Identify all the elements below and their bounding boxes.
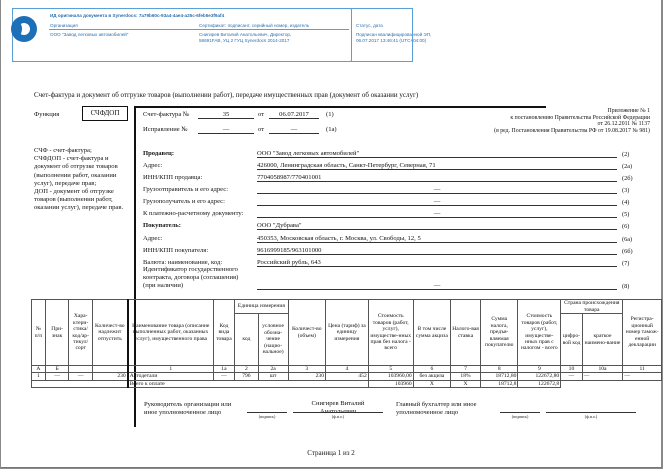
head-label [144, 401, 231, 417]
items-table [31, 299, 662, 388]
appendix-line: к постановлению Правительства Российской Федерации [510, 114, 650, 121]
contract-label-line: Идентификатор государственного [143, 266, 238, 273]
legend-line: ДОП - документ об отгрузке [34, 188, 114, 196]
legend-line: товаров (выполнении работ, [34, 196, 113, 204]
signature-stamp [12, 8, 432, 62]
invoice-number-label: Счет-фактура № [143, 111, 190, 118]
th-rate: Налого-вая ставка [451, 300, 481, 366]
th-qty-release: Количест-во надлежит отпустить [92, 300, 127, 366]
field-value: — [257, 198, 617, 206]
contract-ref: (8) [622, 283, 630, 290]
th-kind-code: Код вида товара [213, 300, 234, 366]
th-sign: При-знак [45, 300, 69, 366]
contract-label-line: (при наличии) [143, 282, 184, 290]
accountant-fio-caption: (ф.и.о.) [584, 414, 598, 419]
stamp-org-header: Организация [50, 23, 78, 28]
head-signature-line [247, 412, 287, 413]
head-signature-caption: (подпись) [258, 414, 276, 419]
cell-rate: 18% [451, 373, 481, 380]
page-counter: Страница 1 из 2 [307, 449, 355, 457]
total-row [32, 380, 662, 387]
th-country-name: краткое наимено-вание [582, 314, 623, 366]
field-ref: (6) [622, 223, 630, 230]
accountant-signature-line [500, 412, 540, 413]
th-num: № п/п [32, 300, 46, 366]
field-label: Валюта: наименование, код: [143, 259, 223, 266]
section-border-top [134, 106, 546, 108]
column-number: 10 [561, 366, 582, 373]
field-label: Грузополучатель и его адрес: [143, 198, 225, 205]
legend-line: документ об отгрузке товаров [34, 163, 118, 171]
field-label: Адрес: [143, 162, 163, 169]
stamp-cert-header: Сертификат: подписант, серийный номер, издатель [199, 23, 310, 28]
cell-excise: без акциза [413, 373, 450, 380]
legend-line: услуг), передаче прав; [34, 179, 97, 187]
th-country-code: цифро-вой код [561, 314, 582, 366]
cell-name: Автодетали [128, 373, 214, 380]
correction-label: Исправление № [143, 126, 188, 133]
field-label: Покупатель: [143, 222, 181, 229]
accountant-fio-line [546, 412, 636, 413]
cell-country-code: — [561, 373, 582, 380]
cell-sign: — [45, 373, 69, 380]
column-number: 3 [288, 366, 325, 373]
column-number: 9 [518, 366, 561, 373]
field-ref: (2а) [622, 163, 633, 170]
column-number [92, 366, 127, 373]
cell-tax: 18712,80 [481, 373, 518, 380]
field-label: Грузоотправитель и его адрес: [143, 186, 229, 193]
column-number: Б [45, 366, 69, 373]
function-value: СЧФДОП [82, 106, 128, 121]
correction-ref: (1а) [326, 126, 337, 133]
accountant-signature-caption: (подпись) [511, 414, 529, 419]
stamp-org-value: ООО "Завод легковых автомобилей" [50, 32, 129, 37]
appendix-line: (в ред. Постановления Правительства РФ от 19.08.2017 № 981) [494, 127, 650, 134]
legend-line: СЧФ - счет-фактура; [34, 147, 92, 154]
th-cost-with-tax: Стоимость товаров (работ, услуг), имуществе-нных прав с налогом - всего [518, 300, 561, 366]
field-label: Продавец: [143, 150, 175, 157]
column-number: 4 [326, 366, 369, 373]
th-price: Цена (тариф) за единицу измерения [326, 300, 369, 366]
column-number: А [32, 366, 46, 373]
field-ref: (4) [622, 199, 630, 206]
accountant-label-line: уполномоченное лицо [396, 409, 459, 417]
total-excise: X [413, 380, 450, 387]
stamp-cert-value-1: Снигирев Виталий Анатольевич, Директор, [199, 32, 292, 37]
invoice-ref: (1) [326, 111, 334, 118]
total-label: Всего к оплате [128, 380, 369, 387]
field-ref: (3) [622, 187, 630, 194]
stamp-cert-value-2: 58691FAB, УЦ 2 ГУЦ Synerdocs 2014-2017 [199, 38, 290, 43]
stamp-status-value-2: 06.07.2017 13:46:41 (UTC+04:00) [356, 38, 427, 43]
total-tax: 18712,8 [481, 380, 518, 387]
legend-line: (выполнении работ, оказании [34, 171, 117, 179]
cell-customs: — [623, 373, 662, 380]
head-fio-caption: (ф.и.о.) [331, 414, 345, 419]
appendix-line: Приложение № 1 [607, 108, 650, 114]
head-label-line: иное уполномоченное лицо [144, 409, 222, 417]
contract-label-line: контракта, договора (соглашения) [143, 274, 239, 282]
column-number: 5 [368, 366, 413, 373]
cell-qty: 230 [288, 373, 325, 380]
accountant-label [396, 401, 477, 417]
head-label-line: Руководитель организации или [144, 401, 232, 408]
th-unit-code: код [235, 314, 259, 366]
cell-kind-code: — [213, 373, 234, 380]
th-unit-name: условное обозна-чение (нацио-нальное) [258, 314, 288, 366]
cell-cost-no-tax: 103960,00 [368, 373, 413, 380]
cell-char: — [69, 373, 93, 380]
stamp-status-value-1: Подписан квалифицированной ЭП, [356, 32, 432, 37]
field-label: ИНН/КПП продавца: [143, 174, 203, 181]
column-number: 10а [582, 366, 623, 373]
cell-num: 1 [32, 373, 46, 380]
field-ref: (2б) [622, 175, 633, 182]
cell-qty-release: 230 [92, 373, 127, 380]
th-tax: Сумма налога, предъя-вляемая покупателю [481, 300, 518, 366]
column-number: 2 [235, 366, 259, 373]
total-rate: X [451, 380, 481, 387]
field-value: 7704058987/770401001 [257, 174, 617, 182]
column-number: 2а [258, 366, 288, 373]
field-value: ООО "Дубрава" [257, 222, 617, 230]
th-customs: Регистра-ционный номер тамож-енной декларации [623, 300, 662, 366]
stamp-status-header: Статус, дата [356, 23, 383, 28]
column-number: 7 [451, 366, 481, 373]
th-qty: Количест-во (объем) [288, 300, 325, 366]
document-page [1, 0, 662, 468]
correction-date-from: от [258, 126, 265, 133]
function-label: Функция [34, 111, 60, 118]
correction-number: — [198, 126, 254, 134]
invoice-number: 35 [198, 111, 254, 119]
th-country: Страна происхождения товара [561, 300, 623, 314]
contract-value: — [257, 282, 617, 290]
field-ref: (6б) [622, 248, 633, 255]
appendix-line: от 26.12.2011 № 1137 [597, 121, 650, 128]
cell-unit-code: 796 [235, 373, 259, 380]
appendix-note [494, 108, 650, 134]
field-value: 450353, Московская область, г. Москва, ул. Свободы, 12, 5 [257, 235, 617, 243]
field-label: Адрес: [143, 235, 163, 242]
invoice-date: 06.07.2017 [269, 111, 319, 119]
field-label: К платежно-расчетному документу: [143, 210, 244, 217]
legend-line: оказании услуг), передаче прав. [34, 204, 124, 212]
total-cost-no-tax: 103960 [368, 380, 413, 387]
field-ref: (7) [622, 260, 630, 267]
field-value: Российский рубль, 643 [257, 259, 617, 267]
head-fio-line: Снигирев Виталий [311, 400, 365, 407]
cell-country-name: — [582, 373, 623, 380]
stamp-doc-id: ИД оригинала документа в Synerdocs: 7a79b60c-93a4-4ae4-a25c-6feb5e3f9af4 [50, 13, 225, 18]
function-legend [34, 147, 134, 213]
field-value: 9616999185/963101000 [257, 247, 617, 255]
th-char: Хара-ктери-стика/ код/ар-тикул/ сорт [69, 300, 93, 366]
total-cost-with-tax: 122672,8 [518, 380, 561, 387]
column-number: 1 [128, 366, 214, 373]
cell-cost-with-tax: 122672,80 [518, 373, 561, 380]
column-numbers-row [32, 366, 662, 373]
column-number: 11 [623, 366, 662, 373]
total-empty [561, 380, 662, 387]
synerdocs-logo-icon [11, 16, 37, 42]
invoice-date-from: от [258, 111, 265, 118]
contract-label [143, 266, 238, 291]
field-ref: (6а) [622, 236, 633, 243]
cell-price: 452 [326, 373, 369, 380]
head-fio-line: Анатольевич [319, 408, 357, 416]
field-label: ИНН/КПП покупателя: [143, 247, 209, 254]
legend-line: СЧФДОП - счет-фактура и [34, 155, 109, 163]
column-number: 8 [481, 366, 518, 373]
correction-date: — [269, 126, 319, 134]
field-ref: (2) [622, 151, 630, 158]
column-number [69, 366, 93, 373]
document-title: Счет-фактура и документ об отгрузке товаров (выполнении работ), передаче имущественных прав (документ об оказании услуг) [34, 91, 419, 99]
field-value: — [257, 210, 617, 218]
stamp-divider [49, 29, 349, 30]
th-cost-no-tax: Стоимость товаров (работ, услуг), имуществе-нных прав без налога - всего [368, 300, 413, 366]
th-excise: В том числе сумма акциза [413, 300, 450, 366]
field-value: 426000, Ленинградская область, Санкт-Петербург, Северная, 71 [257, 162, 617, 170]
field-ref: (5) [622, 211, 630, 218]
th-name: Наименование товара (описание выполненных работ, оказанных услуг), имущественного права [128, 300, 214, 366]
cell-unit-name: шт [258, 373, 288, 380]
table-row [32, 373, 662, 380]
total-spacer [32, 380, 128, 387]
column-number: 1а [213, 366, 234, 373]
th-unit: Единица измерения [235, 300, 288, 314]
head-fio-line-under [293, 412, 383, 413]
field-value: ООО "Завод легковых автомобилей" [257, 150, 617, 158]
column-number: 6 [413, 366, 450, 373]
accountant-label-line: Главный бухгалтер или иное [396, 401, 477, 408]
field-value: — [257, 186, 617, 194]
